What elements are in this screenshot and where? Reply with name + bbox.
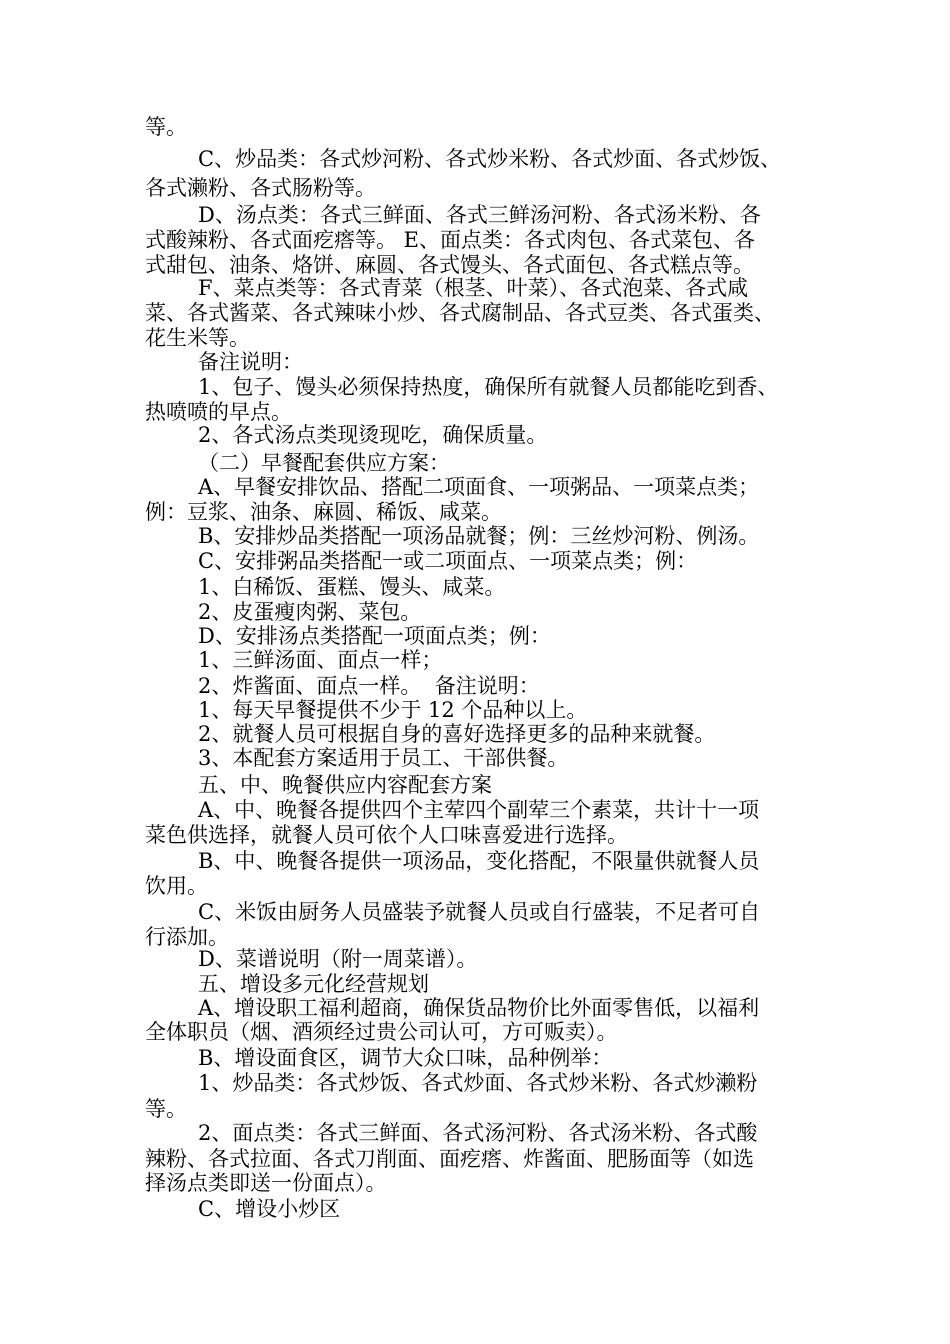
text-line: B、安排炒品类搭配一项汤品就餐；例：三丝炒河粉、例汤。 xyxy=(198,524,760,548)
text-line: 等。 xyxy=(145,1097,187,1121)
text-line: 菜色供选择，就餐人员可依个人口味喜爱进行选择。 xyxy=(145,823,628,847)
text-line: 2、各式汤点类现烫现吃，确保质量。 xyxy=(198,423,548,447)
text-line: 择汤点类即送一份面点）。 xyxy=(145,1171,387,1195)
text-line: 菜、各式酱菜、各式辣味小炒、各式腐制品、各式豆类、各式蛋类、 xyxy=(145,301,775,325)
text-line: 2、就餐人员可根据自身的喜好选择更多的品种来就餐。 xyxy=(198,722,716,746)
text-line: C、米饭由厨务人员盛装予就餐人员或自行盛装，不足者可自 xyxy=(198,900,761,924)
text-line: 全体职员（烟、酒须经过贵公司认可，方可贩卖）。 xyxy=(145,1020,618,1044)
text-line: 3、本配套方案适用于员工、干部供餐。 xyxy=(198,746,569,770)
text-line: 2、面点类：各式三鲜面、各式汤河粉、各式汤米粉、各式酸 xyxy=(198,1121,758,1145)
text-line: 五、增设多元化经营规划 xyxy=(198,972,429,996)
text-line: 五、中、晚餐供应内容配套方案 xyxy=(198,773,492,797)
text-line: 式甜包、油条、烙饼、麻圆、各式馒头、各式面包、各式糕点等。 xyxy=(145,253,754,277)
text-line: D、菜谱说明（附一周菜谱）。 xyxy=(198,947,478,971)
text-line: 花生米等。 xyxy=(145,326,250,350)
text-line: C、炒品类：各式炒河粉、各式炒米粉、各式炒面、各式炒饭、 xyxy=(198,147,782,171)
text-line: 例：豆浆、油条、麻圆、稀饭、咸菜。 xyxy=(145,500,502,524)
text-line: 备注说明： xyxy=(198,350,303,374)
text-line: D、汤点类：各式三鲜面、各式三鲜汤河粉、各式汤米粉、各 xyxy=(198,203,761,227)
text-line: A、增设职工福利超商，确保货品物价比外面零售低，以福利 xyxy=(198,996,760,1020)
text-line: 等。 xyxy=(145,115,187,139)
text-line: 1、白稀饭、蛋糕、馒头、咸菜。 xyxy=(198,575,506,599)
text-line: C、安排粥品类搭配一或二项面点、一项菜点类；例： xyxy=(198,549,698,573)
text-line: 饮用。 xyxy=(145,874,208,898)
text-line: 行添加。 xyxy=(145,925,229,949)
text-line: 1、每天早餐提供不少于 12 个品种以上。 xyxy=(198,698,588,722)
text-line: B、中、晚餐各提供一项汤品，变化搭配，不限量供就餐人员 xyxy=(198,849,760,873)
text-line: A、早餐安排饮品、搭配二项面食、一项粥品、一项菜点类； xyxy=(198,475,760,499)
text-line: F、菜点类等：各式青菜（根茎、叶菜）、各式泡菜、各式咸 xyxy=(198,276,749,300)
text-line: 1、包子、馒头必须保持热度，确保所有就餐人员都能吃到香、 xyxy=(198,375,779,399)
text-line: （二）早餐配套供应方案： xyxy=(198,451,450,475)
text-line: D、安排汤点类搭配一项面点类；例： xyxy=(198,624,551,648)
text-line: B、增设面食区，调节大众口味，品种例举： xyxy=(198,1046,613,1070)
text-line: 2、皮蛋瘦肉粥、菜包。 xyxy=(198,600,422,624)
text-line: 1、炒品类：各式炒饭、各式炒面、各式炒米粉、各式炒濑粉 xyxy=(198,1071,758,1095)
text-line: A、中、晚餐各提供四个主荤四个副荤三个素菜，共计十一项 xyxy=(198,798,760,822)
text-line: 各式濑粉、各式肠粉等。 xyxy=(145,176,376,200)
text-line: 辣粉、各式拉面、各式刀削面、面疙瘩、炸酱面、肥肠面等（如选 xyxy=(145,1147,754,1171)
text-line: 1、三鲜汤面、面点一样； xyxy=(198,648,443,672)
text-line: 式酸辣粉、各式面疙瘩等。 E、面点类：各式肉包、各式菜包、各 xyxy=(145,228,756,252)
text-line: 2、炸酱面、面点一样。 备注说明： xyxy=(198,674,540,698)
text-line: C、增设小炒区 xyxy=(198,1197,341,1221)
text-line: 热喷喷的早点。 xyxy=(145,400,292,424)
